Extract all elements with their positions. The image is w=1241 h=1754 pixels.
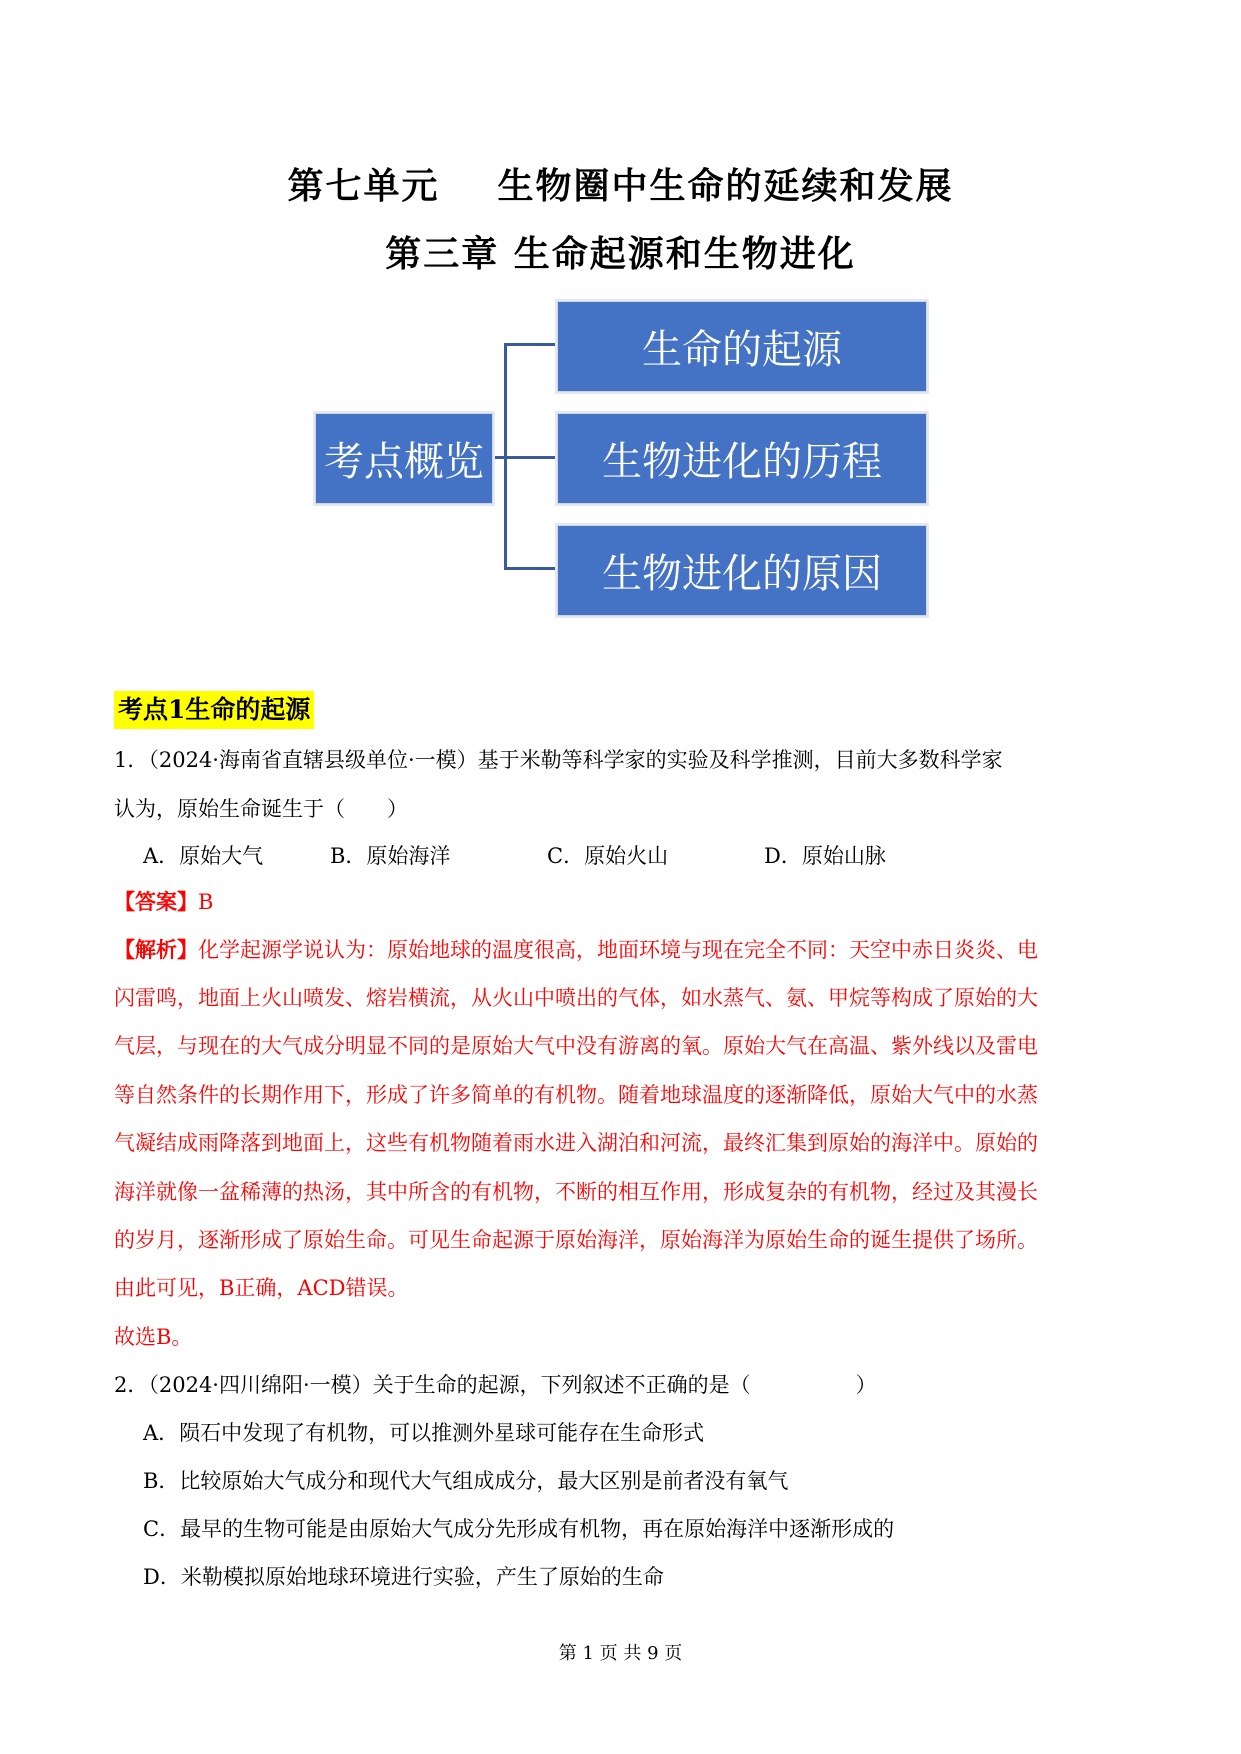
branch-box-origin: 生命的起源 — [557, 301, 927, 392]
chapter-title: 第三章 生命起源和生物进化 — [385, 233, 856, 275]
q1-answer: 【答案】B — [114, 889, 214, 914]
branch-box-history: 生物进化的历程 — [557, 413, 927, 504]
q1-analysis-line: 气凝结成雨降落到地面上，这些有机物随着雨水进入湖泊和河流，最终汇集到原始的海洋中。原始的 — [114, 1131, 1038, 1155]
connector-line — [504, 456, 557, 459]
q1-analysis-line: 海洋就像一盆稀薄的热汤，其中所含的有机物，不断的相互作用，形成复杂的有机物，经过及其漫长 — [114, 1180, 1038, 1204]
page-footer: 第 1 页 共 9 页 — [558, 1643, 683, 1664]
unit-title: 第七单元 生物圈中生命的延续和发展 — [287, 165, 954, 207]
q2-option-c: C．最早的生物可能是由原始大气成分先形成有机物，再在原始海洋中逐渐形成的 — [143, 1517, 895, 1541]
q1-analysis-line: 闪雷鸣，地面上火山喷发、熔岩横流，从火山中喷出的气体，如水蒸气、氨、甲烷等构成了原始的大 — [114, 986, 1038, 1010]
q2-stem: 2．（2024·四川绵阳·一模）关于生命的起源，下列叙述不正确的是（ ） — [114, 1373, 877, 1397]
overview-root-box: 考点概览 — [315, 413, 493, 504]
q1-option-c: C．原始火山 — [547, 844, 669, 868]
q2-option-b: B．比较原始大气成分和现代大气组成成分，最大区别是前者没有氧气 — [143, 1469, 789, 1493]
q2-option-d: D．米勒模拟原始地球环境进行实验，产生了原始的生命 — [143, 1565, 664, 1589]
connector-line — [504, 343, 557, 346]
q1-option-a: A．原始大气 — [143, 844, 264, 868]
q1-analysis-line: 等自然条件的长期作用下，形成了许多简单的有机物。随着地球温度的逐渐降低，原始大气中的水蒸 — [114, 1083, 1038, 1107]
q1-analysis-line: 由此可见，B正确，ACD错误。 — [114, 1276, 409, 1300]
q1-analysis-line: 的岁月，逐渐形成了原始生命。可见生命起源于原始海洋，原始海洋为原始生命的诞生提供了场所。 — [114, 1228, 1038, 1252]
q1-analysis-line: 气层，与现在的大气成分明显不同的是原始大气中没有游离的氧。原始大气在高温、紫外线以及雷电 — [114, 1034, 1038, 1058]
q2-option-a: A．陨石中发现了有机物，可以推测外星球可能存在生命形式 — [143, 1421, 705, 1445]
q1-stem-line2: 认为，原始生命诞生于（ ） — [114, 797, 408, 821]
q1-option-d: D．原始山脉 — [764, 844, 886, 868]
q1-analysis-line: 【解析】化学起源学说认为：原始地球的温度很高，地面环境与现在完全不同：天空中赤日炎炎、电 — [114, 937, 1038, 962]
q1-conclusion: 故选B。 — [114, 1325, 193, 1349]
q1-option-b: B．原始海洋 — [330, 844, 451, 868]
q1-stem-line1: 1．（2024·海南省直辖县级单位·一模）基于米勒等科学家的实验及科学推测，目前大多数科学家 — [114, 748, 1003, 772]
branch-box-cause: 生物进化的原因 — [557, 525, 927, 616]
connector-line — [504, 567, 557, 570]
section-heading: 考点1生命的起源 — [114, 691, 314, 729]
